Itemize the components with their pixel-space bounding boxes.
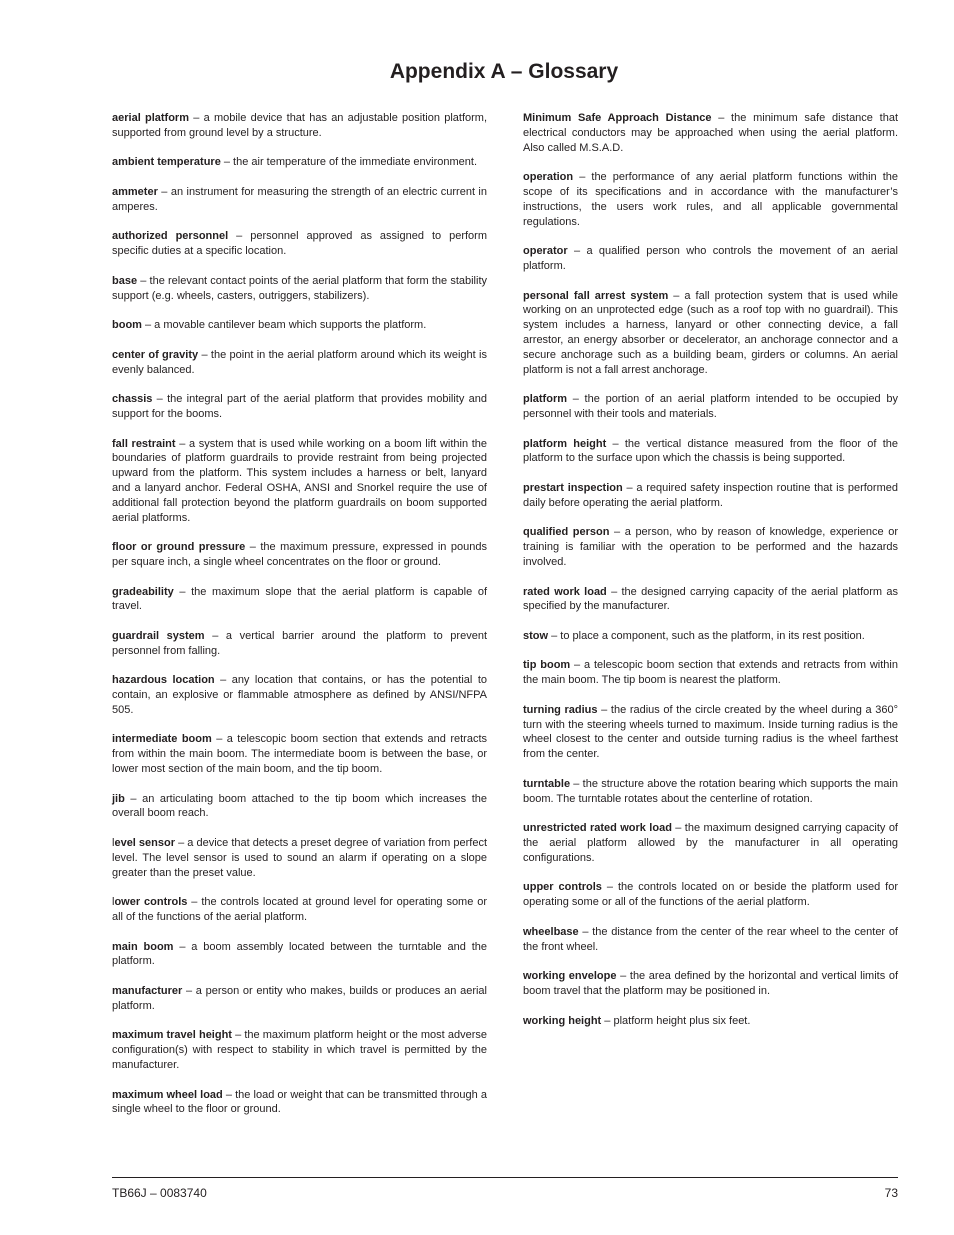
glossary-entry [523, 925, 898, 955]
glossary-definition: – to place a component, such as the platform, in its rest position. [548, 629, 865, 642]
glossary-entry [112, 155, 487, 170]
glossary-term: evel sensor [114, 837, 176, 850]
glossary-entry [112, 229, 487, 259]
glossary-entry [112, 185, 487, 215]
glossary-entry [112, 1028, 487, 1072]
glossary-definition: – the structure above the rotation bearing which supports the main boom. The turntable rotates about the centerline of rotation. [523, 777, 898, 805]
glossary-term: unrestricted rated work load [523, 822, 672, 835]
glossary-entry [523, 289, 898, 378]
glossary-column-left [112, 111, 487, 1132]
glossary-term: maximum wheel load [112, 1088, 223, 1101]
glossary-entry [523, 525, 898, 569]
page-title: Appendix A – Glossary [389, 60, 619, 83]
glossary-definition: – a telescopic boom section that extends and retracts from within the main boom. The tip boom is nearest the platform. [523, 659, 898, 687]
glossary-entry [523, 437, 898, 467]
footer-page-number: 73 [884, 1186, 898, 1200]
glossary-entry [112, 111, 487, 141]
glossary-definition: – the maximum slope that the aerial platform is capable of travel. [112, 585, 487, 613]
glossary-entry [523, 111, 898, 155]
glossary-entry [112, 585, 487, 615]
glossary-entry [112, 348, 487, 378]
glossary-term: guardrail system [112, 629, 205, 642]
glossary-term: operation [523, 171, 574, 184]
glossary-definition: – the maximum pressure, expressed in pounds per square inch, a single wheel concentrates on the floor or ground. [112, 541, 487, 568]
glossary-column-right [523, 111, 898, 1043]
glossary-definition: – personnel approved as assigned to perform specific duties at a specific location. [112, 230, 487, 258]
glossary-term: ambient temperature [112, 156, 221, 169]
glossary-definition: – the designed carrying capacity of the aerial platform as specified by the manufacturer. [523, 585, 898, 613]
glossary-definition: – a person, who by reason of knowledge, experience or training is familiar with the operation to be performed and the hazards involved. [523, 526, 898, 568]
glossary-entry [112, 274, 487, 304]
glossary-definition: – platform height plus six feet. [601, 1014, 751, 1027]
glossary-entry [523, 392, 898, 422]
glossary-term: hazardous location [112, 674, 215, 687]
glossary-term: main boom [112, 940, 174, 953]
glossary-entry [523, 777, 898, 807]
glossary-term: gradeability [112, 585, 174, 598]
footer-document-number: TB66J – 0083740 [112, 1186, 207, 1200]
glossary-term: maximum travel height [112, 1029, 232, 1042]
glossary-term: ower controls [114, 896, 188, 909]
glossary-definition: – the relevant contact points of the aerial platform that form the stability support (e.g. wheels, casters, outriggers, stabilizers). [112, 274, 487, 302]
glossary-definition: – a system that is used while working on a boom lift within the boundaries of platform guardrails to provide restraint from being projected upward from the platform. This system includes a harness or belt, lanyard and a lanyard anchor. Federal OSHA, ANSI and Snorkel require the use of additional fall protection beyond the platform guardrails on boom supported aerial platforms. [112, 437, 488, 524]
glossary-definition: – a movable cantilever beam which supports the platform. [141, 319, 427, 332]
glossary-definition: – a fall protection system that is used while working on an unprotected edge (such as a roof top with no guardrail). This system includes a harness, lanyard or other connecting device, a fall arrestor, an energy absorber or decelerator, an anchorage connector and a secure anchorage such as a building beam, girders or columns. An aerial platform is not a fall arrest anchorage. [523, 289, 898, 376]
glossary-term: upper controls [523, 881, 602, 894]
glossary-term: platform height [523, 437, 607, 450]
glossary-entry [112, 732, 487, 776]
glossary-term: base [112, 274, 138, 287]
glossary-definition: – the radius of the circle created by the wheel during a 360° turn with the steering wheels turned to maximum. Inside turning radius is the wheel closest to the center and outside turning radius is the wheel farthest from the center. [523, 703, 898, 761]
glossary-definition: – a device that detects a preset degree of variation from perfect level. The level sensor is used to sound an alarm if operating on a slope greater than the preset value. [112, 837, 488, 879]
glossary-definition: – the vertical distance measured from the floor of the platform to the surface upon which the chassis is being supported. [523, 437, 898, 465]
glossary-term: floor or ground pressure [112, 541, 246, 554]
glossary-term: working height [523, 1014, 602, 1027]
glossary-entry [112, 540, 487, 570]
glossary-definition: – the minimum safe distance that electrical conductors may be approached when using the aerial platform. Also called M.S.A.D. [523, 112, 898, 154]
glossary-definition: – a qualified person who controls the movement of an aerial platform. [523, 245, 898, 272]
glossary-definition: – the portion of an aerial platform intended to be occupied by personnel with their tools and materials. [523, 393, 898, 420]
glossary-term: ammeter [112, 185, 158, 198]
glossary-term: Minimum Safe Approach Distance [523, 112, 712, 124]
glossary-term: platform [523, 393, 567, 406]
glossary-entry [112, 836, 487, 880]
glossary-entry [112, 792, 487, 822]
glossary-term: rated work load [523, 585, 607, 598]
glossary-entry [112, 895, 487, 925]
glossary-term: intermediate boom [112, 733, 212, 746]
glossary-definition: – a boom assembly located between the turntable and the platform. [112, 940, 487, 968]
glossary-definition: – the air temperature of the immediate environment. [220, 156, 477, 169]
glossary-definition: – the maximum designed carrying capacity of the aerial platform allowed by the manufacturer in all operating configurations. [523, 822, 898, 864]
glossary-definition: – any location that contains, or has the potential to contain, an explosive or flammable atmosphere as defined by ANSI/NFPA 505. [112, 674, 487, 716]
glossary-term: turning radius [523, 703, 598, 716]
glossary-term: operator [523, 245, 568, 258]
glossary-entry [523, 244, 898, 274]
glossary-definition: – the integral part of the aerial platform that provides mobility and support for the booms. [112, 393, 487, 420]
glossary-definition: – the controls located on or beside the platform used for operating some or all of the functions of the aerial platform. [523, 881, 898, 909]
footer-divider [112, 1177, 898, 1178]
glossary-term: tip boom [523, 659, 571, 672]
glossary-definition: – a mobile device that has an adjustable position platform, supported from ground level by a structure. [112, 112, 488, 139]
glossary-entry [112, 318, 487, 333]
glossary-term: working envelope [523, 970, 617, 983]
glossary-definition: – a telescopic boom section that extends and retracts from within the main boom. The intermediate boom is between the base, or lower most section of the main boom, and the tip boom. [112, 733, 487, 776]
glossary-entry [112, 984, 487, 1014]
glossary-entry [523, 969, 898, 999]
glossary-term: stow [523, 629, 549, 642]
glossary-term: turntable [523, 777, 571, 790]
glossary-term: jib [112, 792, 125, 805]
glossary-definition: – a person or entity who makes, builds or produces an aerial platform. [112, 985, 487, 1012]
glossary-definition: – the point in the aerial platform around which its weight is evenly balanced. [112, 348, 487, 376]
glossary-definition: – a vertical barrier around the platform to prevent personnel from falling. [112, 629, 487, 657]
glossary-term: center of gravity [112, 348, 199, 361]
glossary-term: authorized personnel [112, 230, 229, 243]
glossary-definition: – the controls located at ground level for operating some or all of the functions of the aerial platform. [112, 896, 488, 924]
glossary-term: fall restraint [112, 437, 176, 450]
glossary-term-prefix: l [112, 896, 115, 909]
glossary-entry [112, 629, 487, 659]
glossary-entry [523, 703, 898, 762]
glossary-entry [112, 1088, 487, 1118]
glossary-definition: – the distance from the center of the rear wheel to the center of the front wheel. [523, 925, 898, 953]
glossary-term: boom [112, 319, 142, 332]
glossary-definition: – an articulating boom attached to the tip boom which increases the overall boom reach. [112, 792, 487, 820]
glossary-definition: – the performance of any aerial platform functions within the scope of its specifications and in accordance with the manufacturer’s instructions, the users work rules, and all applicable governmental regulations. [523, 171, 898, 228]
glossary-term: personal fall arrest system [523, 289, 669, 302]
glossary-term: manufacturer [112, 985, 183, 998]
glossary-term-prefix: l [112, 837, 115, 850]
glossary-definition: – the load or weight that can be transmitted through a single wheel to the floor or ground. [112, 1088, 487, 1116]
glossary-entry [523, 658, 898, 688]
glossary-term: wheelbase [523, 925, 579, 938]
glossary-definition: – a required safety inspection routine that is performed daily before operating the aerial platform. [523, 481, 898, 509]
glossary-entry [112, 673, 487, 717]
glossary-definition: – an instrument for measuring the strength of an electric current in amperes. [112, 185, 487, 213]
glossary-entry [523, 170, 898, 229]
glossary-entry [112, 940, 487, 970]
glossary-term: qualified person [523, 526, 610, 539]
glossary-entry [523, 585, 898, 615]
glossary-entry [523, 821, 898, 865]
glossary-entry [523, 1014, 898, 1029]
glossary-entry [523, 481, 898, 511]
glossary-entry [112, 437, 487, 526]
glossary-definition: – the area defined by the horizontal and vertical limits of boom travel that the platform may be positioned in. [523, 970, 899, 998]
glossary-entry [112, 392, 487, 422]
glossary-entry [523, 880, 898, 910]
glossary-term: chassis [112, 393, 153, 406]
glossary-term: prestart inspection [523, 481, 623, 494]
glossary-definition: – the maximum platform height or the most adverse configuration(s) with respect to stability in which travel is permitted by the manufacturer. [112, 1029, 487, 1071]
glossary-entry [523, 629, 898, 644]
glossary-term: aerial platform [112, 112, 189, 124]
